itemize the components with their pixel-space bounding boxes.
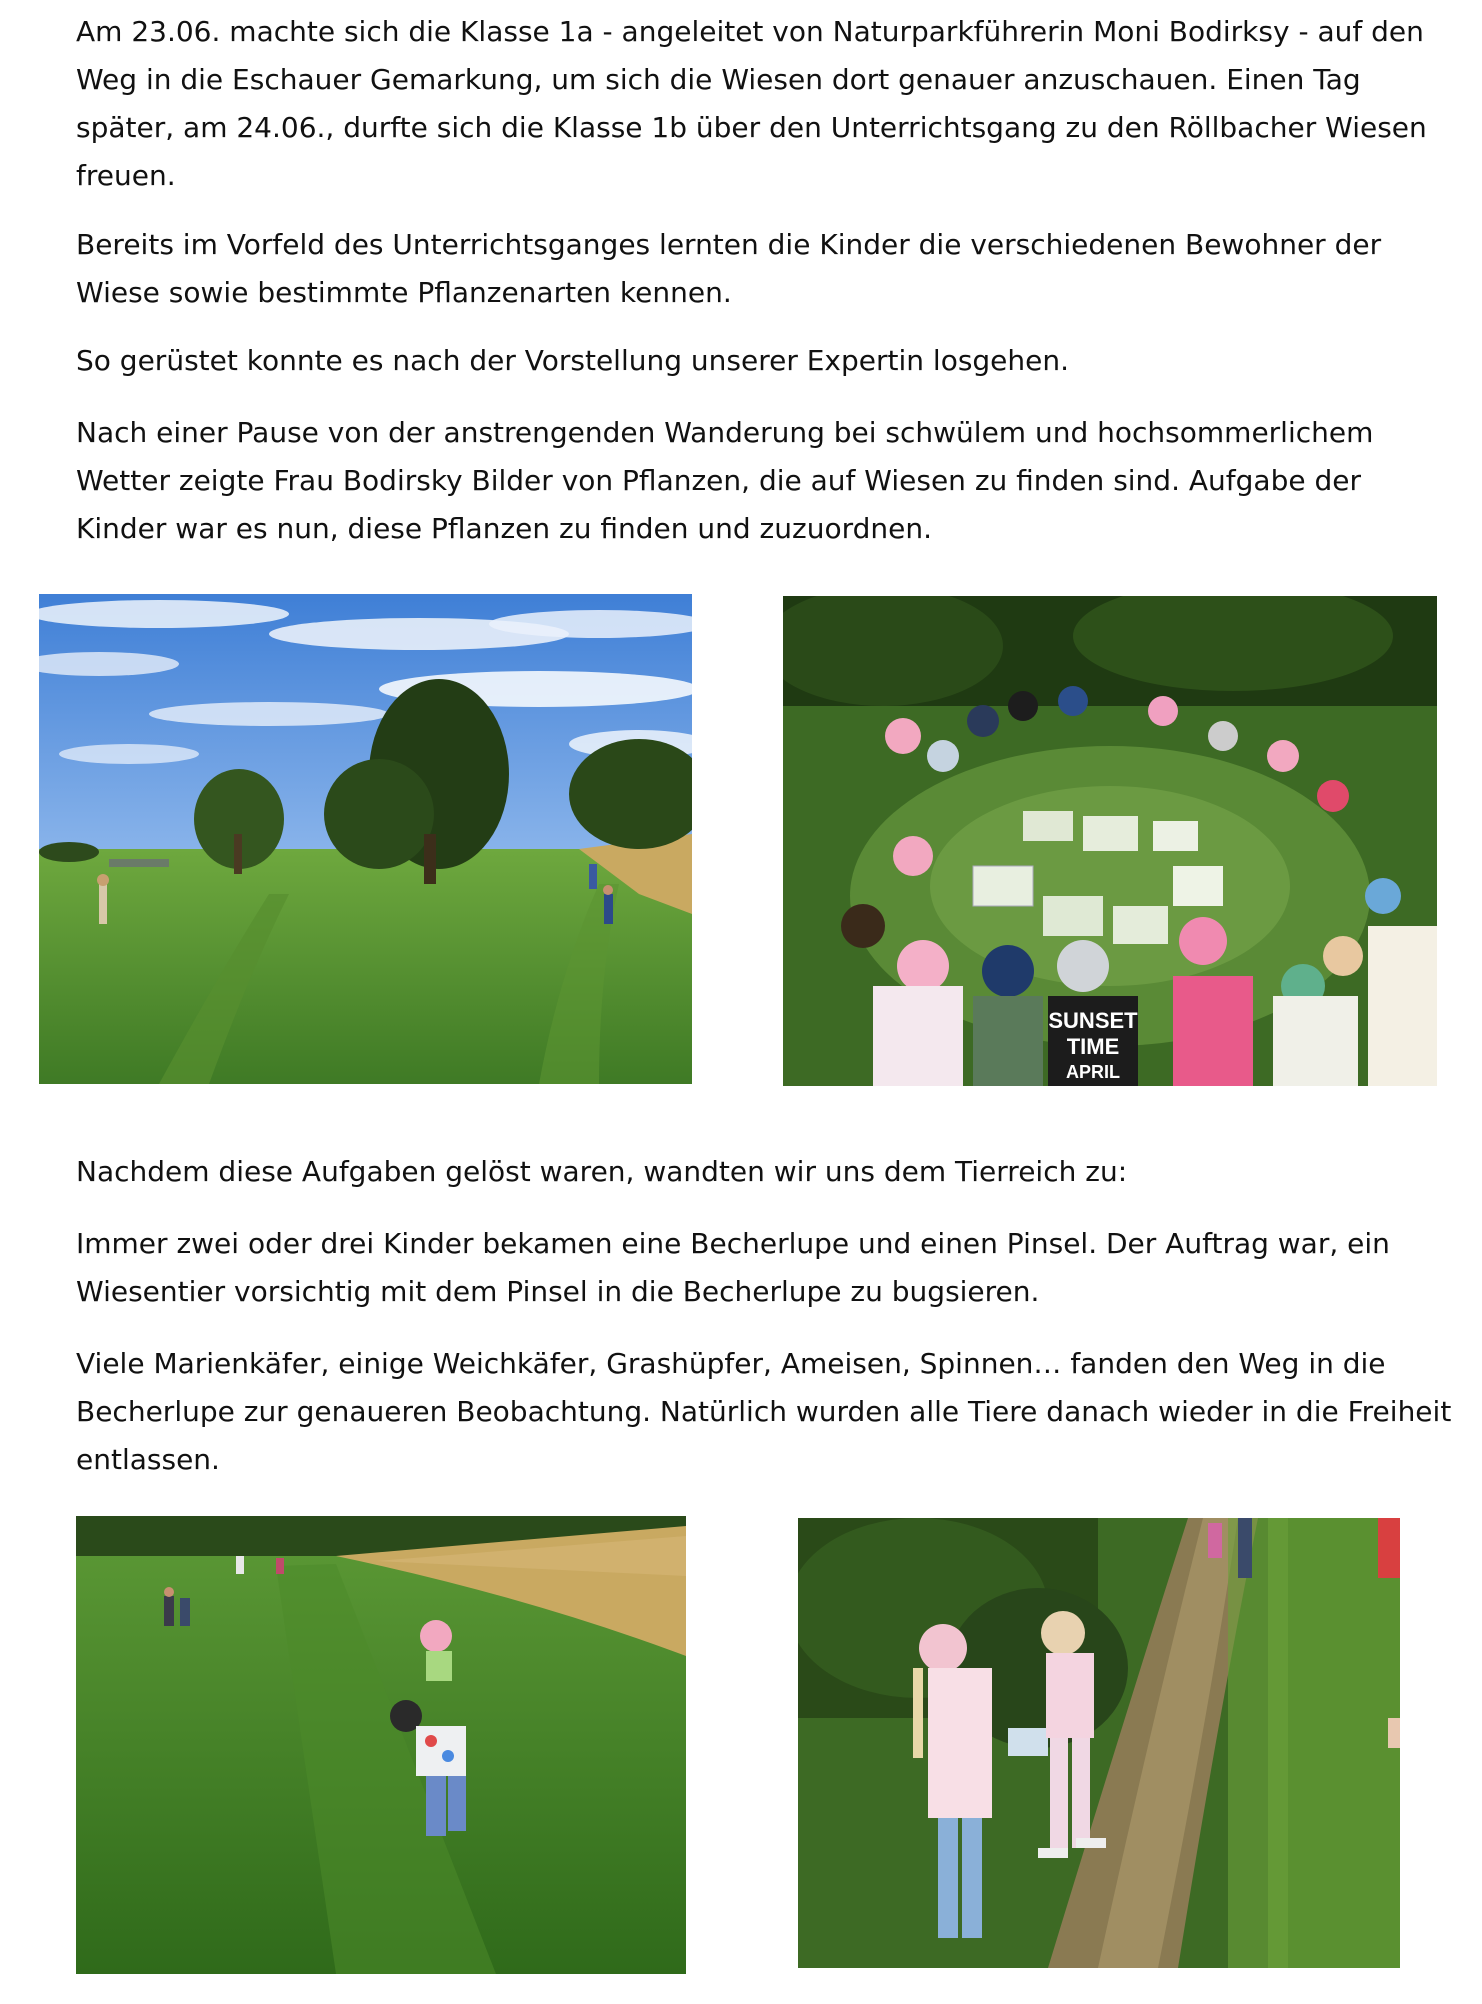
photo-meadow-hike [39,594,692,1084]
paragraph-start: So gerüstet konnte es nach der Vorstellung unserer Expertin losgehen. [76,344,1070,377]
shirt-print-line-1: SUNSET [1048,1008,1138,1033]
paragraph-animal-kingdom: Nachdem diese Aufgaben gelöst waren, wandten wir uns dem Tierreich zu: [76,1155,1128,1188]
paragraph-animals-found: Viele Marienkäfer, einige Weichkäfer, Grashüpfer, Ameisen, Spinnen… fanden den Weg in die Becherlupe zur genaueren Beobachtung. Natürlich wurden alle Tiere danach wieder in die Freiheit entlassen. [76,1347,1452,1476]
paragraph-preparation: Bereits im Vorfeld des Unterrichtsganges lernten die Kinder die verschiedenen Bewohner der Wiese sowie bestimmte Pflanzenarten kennen. [76,228,1382,309]
paragraph-intro: Am 23.06. machte sich die Klasse 1a - angeleitet von Naturparkführerin Moni Bodirksy - auf den Weg in die Eschauer Gemarkung, um sich die Wiesen dort genauer anzuschauen. Einen Tag später, am 24.06., durfte sich die Klasse 1b über den Unterrichtsgang zu den Röllbacher Wiesen freuen. [76,15,1427,192]
photo-children-circle [783,596,1437,1086]
paragraph-plant-task: Nach einer Pause von der anstrengenden Wanderung bei schwülem und hochsommerlichem Wetter zeigte Frau Bodirsky Bilder von Pflanzen, die auf Wiesen zu finden sind. Aufgabe der Kinder war es nun, diese Pflanzen zu finden und zuzuordnen. [76,416,1374,545]
shirt-print-line-2: TIME [1066,1034,1120,1059]
photo-girls-on-path [798,1518,1400,1968]
paragraph-magnifier-task: Immer zwei oder drei Kinder bekamen eine Becherlupe und einen Pinsel. Der Auftrag war, ein Wiesentier vorsichtig mit dem Pinsel in die Becherlupe zu bugsieren. [76,1227,1390,1308]
shirt-print-line-3: APRIL [1066,1062,1120,1082]
photo-children-in-grass [76,1516,686,1974]
